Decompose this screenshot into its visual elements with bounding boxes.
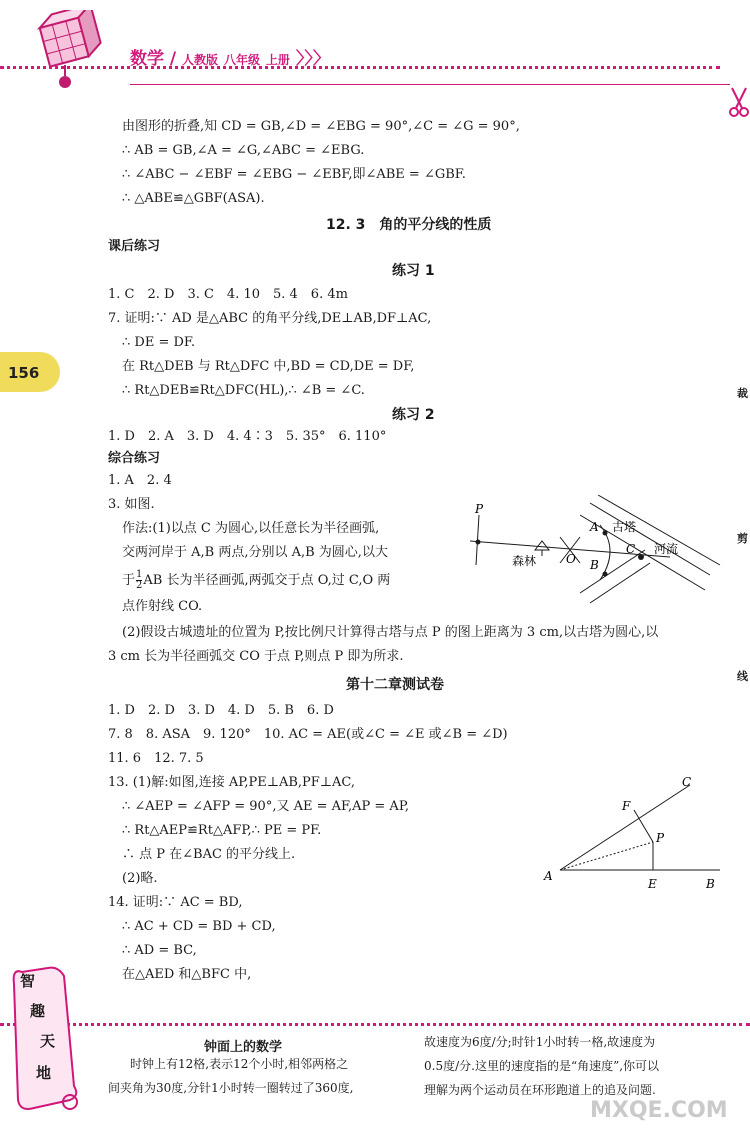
- subsection-label: 课后练习: [108, 239, 161, 254]
- text-fragment: 于: [122, 573, 136, 588]
- answer-line: 点作射线 CO.: [122, 599, 203, 614]
- answer-line: 14. 证明:∵ AC = BD,: [108, 895, 243, 910]
- fraction: [136, 570, 142, 591]
- label-O: O: [566, 552, 576, 566]
- label-F: F: [622, 799, 631, 813]
- footer-title: 钟面上的数学: [204, 1040, 283, 1055]
- label-C: C: [682, 775, 692, 789]
- footer-text-line: 理解为两个运动员在环形跑道上的追及问题.: [424, 1083, 656, 1097]
- answer-line: ∴ ∠AEP = ∠AFP = 90°,又 AE = AF,AP = AP,: [122, 799, 410, 814]
- answer-line: 1. C 2. D 3. C 4. 10 5. 4 6. 4m: [108, 287, 348, 302]
- answer-line: 7. 8 8. ASA 9. 120° 10. AC = AE(或∠C = ∠E 或∠B = ∠D): [108, 727, 508, 742]
- label-A: A: [544, 869, 553, 883]
- answer-line: 作法:(1)以点 C 为圆心,以任意长为半径画弧,: [122, 521, 380, 536]
- answer-line-with-fraction: [122, 570, 390, 591]
- answer-line: ∴ AD = BC,: [122, 943, 197, 958]
- badge-char: 智: [20, 972, 36, 990]
- text-line: ∴ AB = GB,∠A = ∠G,∠ABC = ∠EBG.: [122, 143, 365, 158]
- answer-line: 1. D 2. D 3. D 4. D 5. B 6. D: [108, 703, 334, 718]
- footer-text-line: 故速度为6度/分;时针1小时转一格,故速度为: [424, 1035, 656, 1049]
- answer-line: ∴ Rt△AEP≌Rt△AFP,∴ PE = PF.: [122, 823, 322, 838]
- fraction-denominator: 2: [136, 580, 143, 591]
- exercise-title: 练习 2: [392, 407, 435, 423]
- answer-line: ∴ DE = DF.: [122, 335, 196, 350]
- answer-line: (2)略.: [122, 871, 158, 886]
- answer-line: ∴ 点 P 在∠BAC 的平分线上.: [122, 847, 296, 862]
- answer-line: 1. A 2. 4: [108, 473, 172, 488]
- badge-char: 天: [40, 1032, 56, 1050]
- running-header: 数学 / 人教版 八年级 上册 〉〉〉: [130, 49, 330, 69]
- text-line: ∴ ∠ABC − ∠EBF = ∠EBG − ∠EBF,即∠ABE = ∠GBF.: [122, 167, 466, 182]
- text-line: ∴ △ABE≌△GBF(ASA).: [122, 191, 265, 206]
- text-line: 由图形的折叠,知 CD = GB,∠D = ∠EBG = 90°,∠C = ∠G = 90°,: [122, 119, 520, 134]
- label-B: B: [706, 877, 715, 891]
- cut-mark: 线: [737, 670, 748, 683]
- answer-line: 在 Rt△DEB 与 Rt△DFC 中,BD = CD,DE = DF,: [122, 359, 415, 374]
- answer-line: 3 cm 长为半径画弧交 CO 于点 P,则点 P 即为所求.: [108, 649, 404, 664]
- label-E: E: [648, 877, 657, 891]
- header-volume: 上册: [265, 53, 290, 67]
- answer-line: 在△AED 和△BFC 中,: [122, 967, 252, 982]
- header-subject: 数学: [130, 49, 164, 69]
- label-forest: 森林: [512, 554, 537, 568]
- section-title: 12. 3 角的平分线的性质: [326, 217, 492, 233]
- header-grade: 八年级: [223, 53, 260, 67]
- label-river: 河流: [654, 542, 679, 556]
- angle-bisector-figure: [540, 770, 730, 895]
- watermark: MXQE.COM: [590, 1098, 728, 1123]
- cube-mascot-icon: [20, 10, 115, 90]
- exercise-title: 练习 1: [392, 263, 435, 279]
- header-solid-rule: [130, 84, 730, 85]
- text-fragment: AB 长为半径画弧,两弧交于点 O,过 C,O 两: [143, 573, 391, 588]
- cut-mark: 裁: [737, 387, 748, 400]
- river-construction-figure: [430, 495, 730, 605]
- fraction-numerator: 1: [136, 569, 143, 580]
- answer-line: ∴ Rt△DEB≌Rt△DFC(HL),∴ ∠B = ∠C.: [122, 383, 365, 398]
- footer-text-line: 间夹角为30度,分针1小时转一圈转过了360度,: [108, 1081, 354, 1095]
- label-C: C: [626, 542, 636, 556]
- answer-line: 1. D 2. A 3. D 4. 4∶3 5. 35° 6. 110°: [108, 429, 387, 444]
- footer-dotted-rule: [0, 1023, 750, 1026]
- label-A: A: [590, 520, 599, 534]
- label-B: B: [590, 558, 599, 572]
- footer-text-line: 时钟上有12格,表示12个小时,相邻两格之: [130, 1057, 349, 1071]
- header-arrows: 〉〉〉: [295, 49, 330, 69]
- test-title: 第十二章测试卷: [346, 677, 444, 693]
- header-dotted-rule: [0, 66, 720, 69]
- page-number: 156: [8, 364, 40, 382]
- badge-char: 地: [36, 1064, 52, 1082]
- badge-char: 趣: [30, 1002, 46, 1020]
- label-P: P: [656, 831, 665, 845]
- answer-line: ∴ AC + CD = BD + CD,: [122, 919, 276, 934]
- cut-mark: 剪: [737, 532, 748, 545]
- subsection-label: 综合练习: [108, 451, 161, 466]
- answer-line: 7. 证明:∵ AD 是△ABC 的角平分线,DE⊥AB,DF⊥AC,: [108, 311, 432, 326]
- footer-text-line: 0.5度/分.这里的速度指的是“角速度”,你可以: [424, 1059, 660, 1073]
- answer-line: 11. 6 12. 7. 5: [108, 751, 204, 766]
- header-edition: 人教版: [182, 53, 219, 67]
- scissors-icon: [728, 86, 750, 120]
- answer-line: 3. 如图.: [108, 497, 155, 512]
- answer-line: 交两河岸于 A,B 两点,分别以 A,B 为圆心,以大: [122, 545, 388, 560]
- label-P: P: [475, 502, 484, 516]
- label-tower: 古塔: [612, 520, 637, 534]
- answer-line: (2)假设古城遗址的位置为 P,按比例尺计算得古塔与点 P 的图上距离为 3 cm,以古塔为圆心,以: [122, 625, 659, 640]
- answer-line: 13. (1)解:如图,连接 AP,PE⊥AB,PF⊥AC,: [108, 775, 356, 790]
